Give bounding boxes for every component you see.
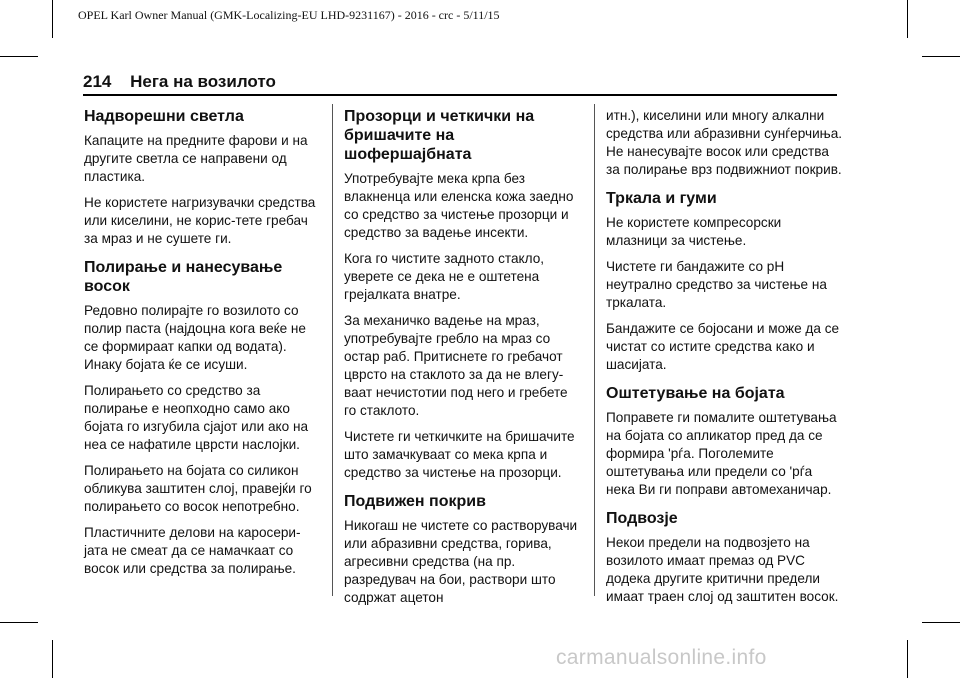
paragraph: Полирањето со средство за полирање е неопходно само ако бојата го изгубила сјајот или ако на неа се нафатиле цврсти наслојки. xyxy=(84,383,309,452)
paragraph: Полирањето на бојата со силикон обликува заштитен слој, правејќи го полирањето со восок непотребно. xyxy=(84,463,312,514)
paragraph: Чистете ги четкичките на бришачите што замачкуваат со мека крпа и средство за чистење на прозорци. xyxy=(344,429,575,480)
paragraph: Пластичните делови на каросери-јата не смеат да се намачкаат со восок или средства за полирање. xyxy=(84,525,301,576)
paragraph: За механичко вадење на мраз, употребувајте гребло на мраз со остар раб. Притиснете го гребачот цврсто на стаклото за да не влегу-ваат нечистотии под него и гребете го стаклото. xyxy=(344,313,568,418)
section-heading: Подвижен покрив xyxy=(344,493,486,510)
column-1 xyxy=(84,107,322,586)
paragraph: Не користете нагризувачки средства или киселини, не корис-тете гребач за мраз и не сушете ги. xyxy=(84,195,316,246)
crop-mark xyxy=(907,0,908,38)
page-heading xyxy=(83,72,276,92)
crop-mark xyxy=(52,640,53,678)
paragraph: Поправете ги помалите оштетувања на бојата со апликатор пред да се формира 'рѓа. Поголемите оштетувања или предели со 'рѓа нека Ви ги поправи автомеханичар. xyxy=(606,410,837,497)
section-heading: Прозорци и четкички на бришачите на шофершајбната xyxy=(344,108,535,163)
section-heading: Подвозје xyxy=(606,510,678,527)
column-3 xyxy=(606,107,844,614)
paragraph: Капаците на предните фарови и на другите светла се направени од пластика. xyxy=(84,133,308,184)
watermark-link[interactable]: carmanualsonline.info xyxy=(556,646,767,669)
paragraph: Употребувајте мека крпа без влакненца или еленска кожа заедно со средство за чистење прозорци и средство за вадење инсекти. xyxy=(344,171,574,240)
section-heading: Полирање и нанесување восок xyxy=(84,259,283,295)
column-divider xyxy=(332,104,333,596)
crop-mark xyxy=(922,622,960,623)
paragraph: Не користете компресорски млазници за чистење. xyxy=(606,215,782,248)
paragraph: Бандажите се бојосани и може да се чистат со истите средства како и шасијата. xyxy=(606,321,840,372)
section-heading: Тркала и гуми xyxy=(606,190,717,207)
page-number: 214 xyxy=(83,72,112,91)
crop-mark xyxy=(0,622,38,623)
page-title: Нега на возилото xyxy=(130,72,276,91)
column-divider xyxy=(594,104,595,596)
paragraph: Кога го чистите задното стакло, уверете се дека не е оштетена грејалката внатре. xyxy=(344,251,545,302)
crop-mark xyxy=(52,0,53,38)
paragraph: итн.), киселини или многу алкални средства или абразивни сунѓерчиња. Не нанесувајте восок или средства за полирање врз подвижниот покрив. xyxy=(606,108,843,177)
crop-mark xyxy=(907,640,908,678)
paragraph: Чистете ги бандажите со pH неутрално средство за чистење на тркалата. xyxy=(606,259,827,310)
crop-mark xyxy=(0,56,38,57)
header-rule xyxy=(83,94,837,96)
paragraph: Некои предели на подвозјето на возилото имаат премаз од PVC додека другите критични предели имаат траен слој од заштитен восок. xyxy=(606,535,839,604)
crop-mark xyxy=(922,56,960,57)
section-heading: Надворешни светла xyxy=(84,108,244,125)
paragraph: Редовно полирајте го возилото со полир паста (најдоцна кога веќе не се формираат капки од водата). Инаку бојата ќе се исуши. xyxy=(84,303,306,372)
section-heading: Оштетување на бојата xyxy=(606,385,785,402)
paragraph: Никогаш не чистете со растворувачи или абразивни средства, горива, агресивни средства (на пр. разредувач на бои, раствори што содржат ацетон xyxy=(344,518,578,605)
column-2 xyxy=(344,107,582,615)
print-header: OPEL Karl Owner Manual (GMK-Localizing-EU LHD-9231167) - 2016 - crc - 5/11/15 xyxy=(78,8,500,22)
